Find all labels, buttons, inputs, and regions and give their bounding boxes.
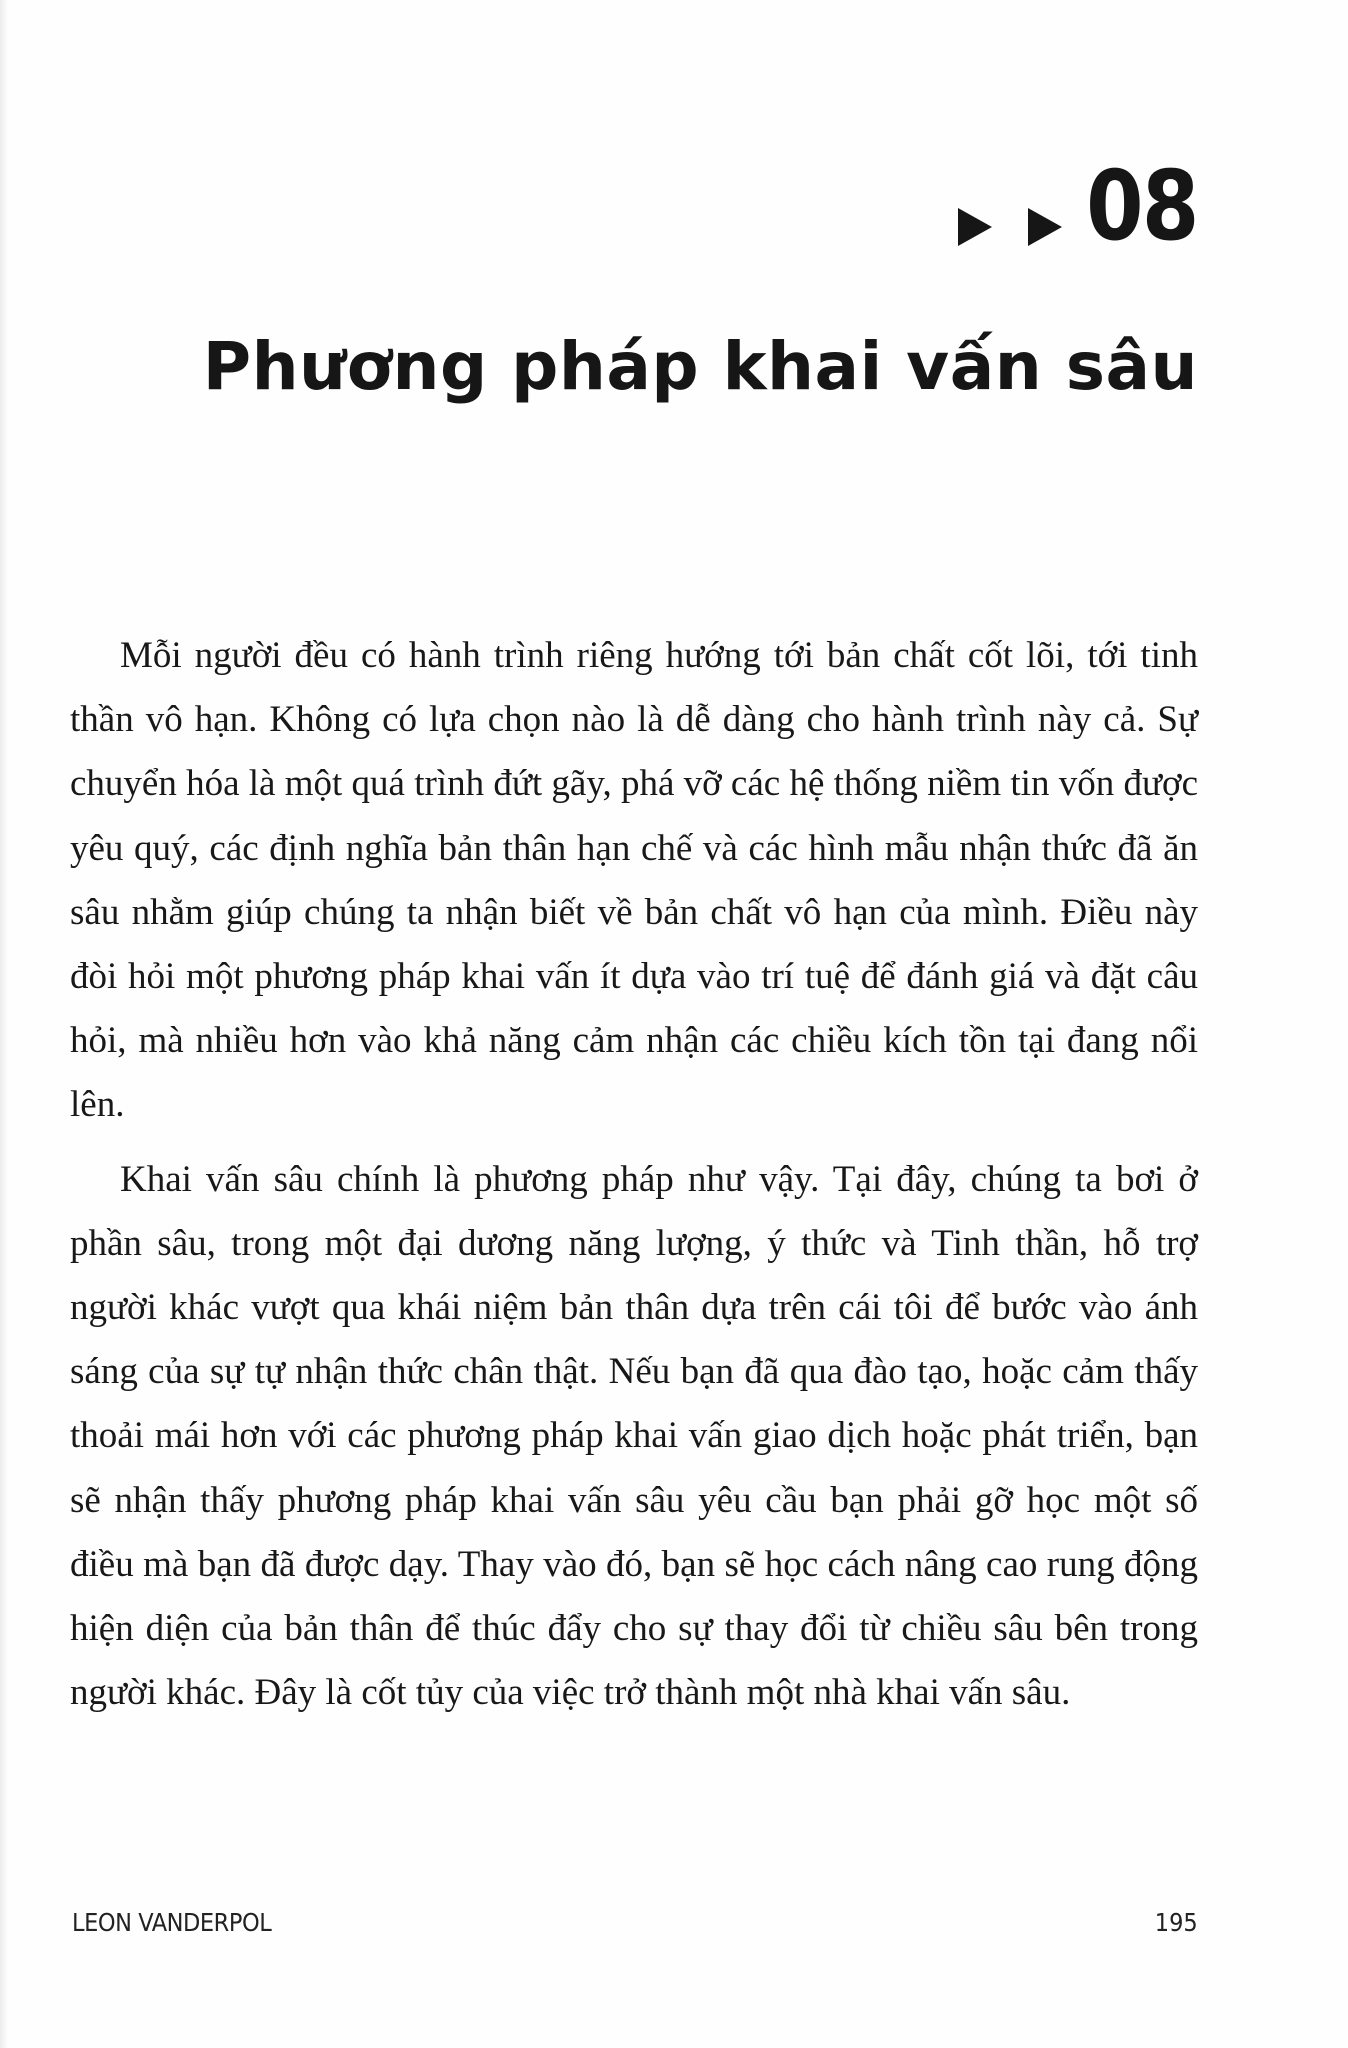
body-text [70, 624, 1198, 1735]
page-number: 195 [1155, 1908, 1198, 1937]
paragraph: Mỗi người đều có hành trình riêng hướng tới bản chất cốt lõi, tới tinh thần vô hạn. Không có lựa chọn nào là dễ dàng cho hành trình này cả. Sự chuyển hóa là một quá trình đứt gãy, phá vỡ các hệ thống niềm tin vốn được yêu quý, các định nghĩa bản thân hạn chế và các hình mẫu nhận thức đã ăn sâu nhằm giúp chúng ta nhận biết về bản chất vô hạn của mình. Điều này đòi hỏi một phương pháp khai vấn ít dựa vào trí tuệ để đánh giá và đặt câu hỏi, mà nhiều hơn vào khả năng cảm nhận các chiều kích tồn tại đang nổi lên. [70, 635, 1198, 1126]
paragraph: Khai vấn sâu chính là phương pháp như vậy. Tại đây, chúng ta bơi ở phần sâu, trong một đại dương năng lượng, ý thức và Tinh thần, hỗ trợ người khác vượt qua khái niệm bản thân dựa trên cái tôi để bước vào ánh sáng của sự tự nhận thức chân thật. Nếu bạn đã qua đào tạo, hoặc cảm thấy thoải mái hơn với các phương pháp khai vấn giao dịch hoặc phát triển, bạn sẽ nhận thấy phương pháp khai vấn sâu yêu cầu bạn phải gỡ học một số điều mà bạn đã được dạy. Thay vào đó, bạn sẽ học cách nâng cao rung động hiện diện của bản thân để thúc đẩy cho sự thay đổi từ chiều sâu bên trong người khác. Đây là cốt tủy của việc trở thành một nhà khai vấn sâu. [70, 1158, 1198, 1714]
chapter-title: Phương pháp khai vấn sâu [202, 328, 1198, 405]
page-edge-shadow [0, 0, 8, 2048]
chapter-number: 08 [1086, 150, 1198, 262]
play-arrow-icon [958, 208, 992, 246]
running-footer-author: LEON VANDERPOL [72, 1908, 272, 1937]
chapter-marker [958, 150, 1198, 262]
play-arrow-icon [1028, 208, 1062, 246]
page-footer [72, 1908, 1198, 1937]
